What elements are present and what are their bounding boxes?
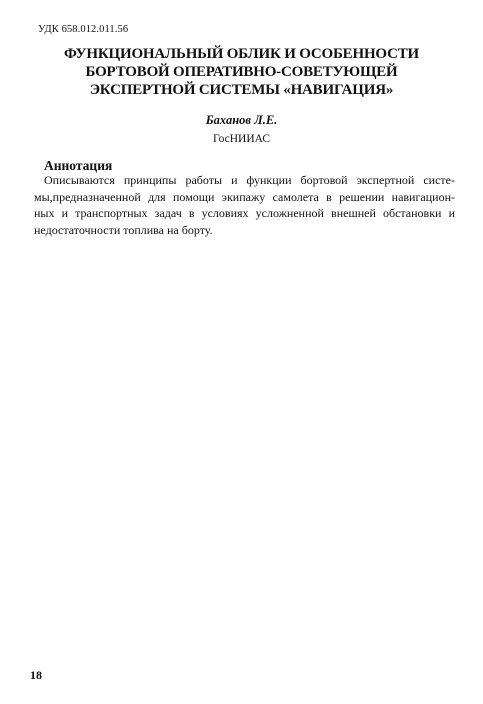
abstract-heading: Аннотация	[44, 158, 113, 173]
page-number: 18	[30, 668, 42, 682]
title-line: БОРТОВОЙ ОПЕРАТИВНО-СОВЕТУЮЩЕЙ	[85, 64, 398, 80]
title-line: ЭКСПЕРТНОЙ СИСТЕМЫ «НАВИГАЦИЯ»	[89, 82, 394, 98]
author-name: Баханов Л.Е.	[205, 113, 278, 127]
author-affiliation: ГосНИИАС	[212, 133, 271, 145]
title-line: ФУНКЦИОНАЛЬНЫЙ ОБЛИК И ОСОБЕННОСТИ	[64, 46, 419, 62]
abstract-line: ных и транспортных задач в условиях усложненной внешней обстановки и	[34, 206, 455, 220]
abstract-line: мы,предназначенной для помощи экипажу самолета в решении навигацион-	[34, 189, 455, 204]
abstract-line: недостаточности топлива на борту.	[34, 222, 213, 237]
abstract-line: Описываются принципы работы и функции бортовой экспертной систе-	[44, 173, 455, 187]
abstract-body	[34, 172, 455, 238]
paper-title	[30, 45, 453, 99]
udk-code: УДК 658.012.011.56	[38, 24, 129, 35]
